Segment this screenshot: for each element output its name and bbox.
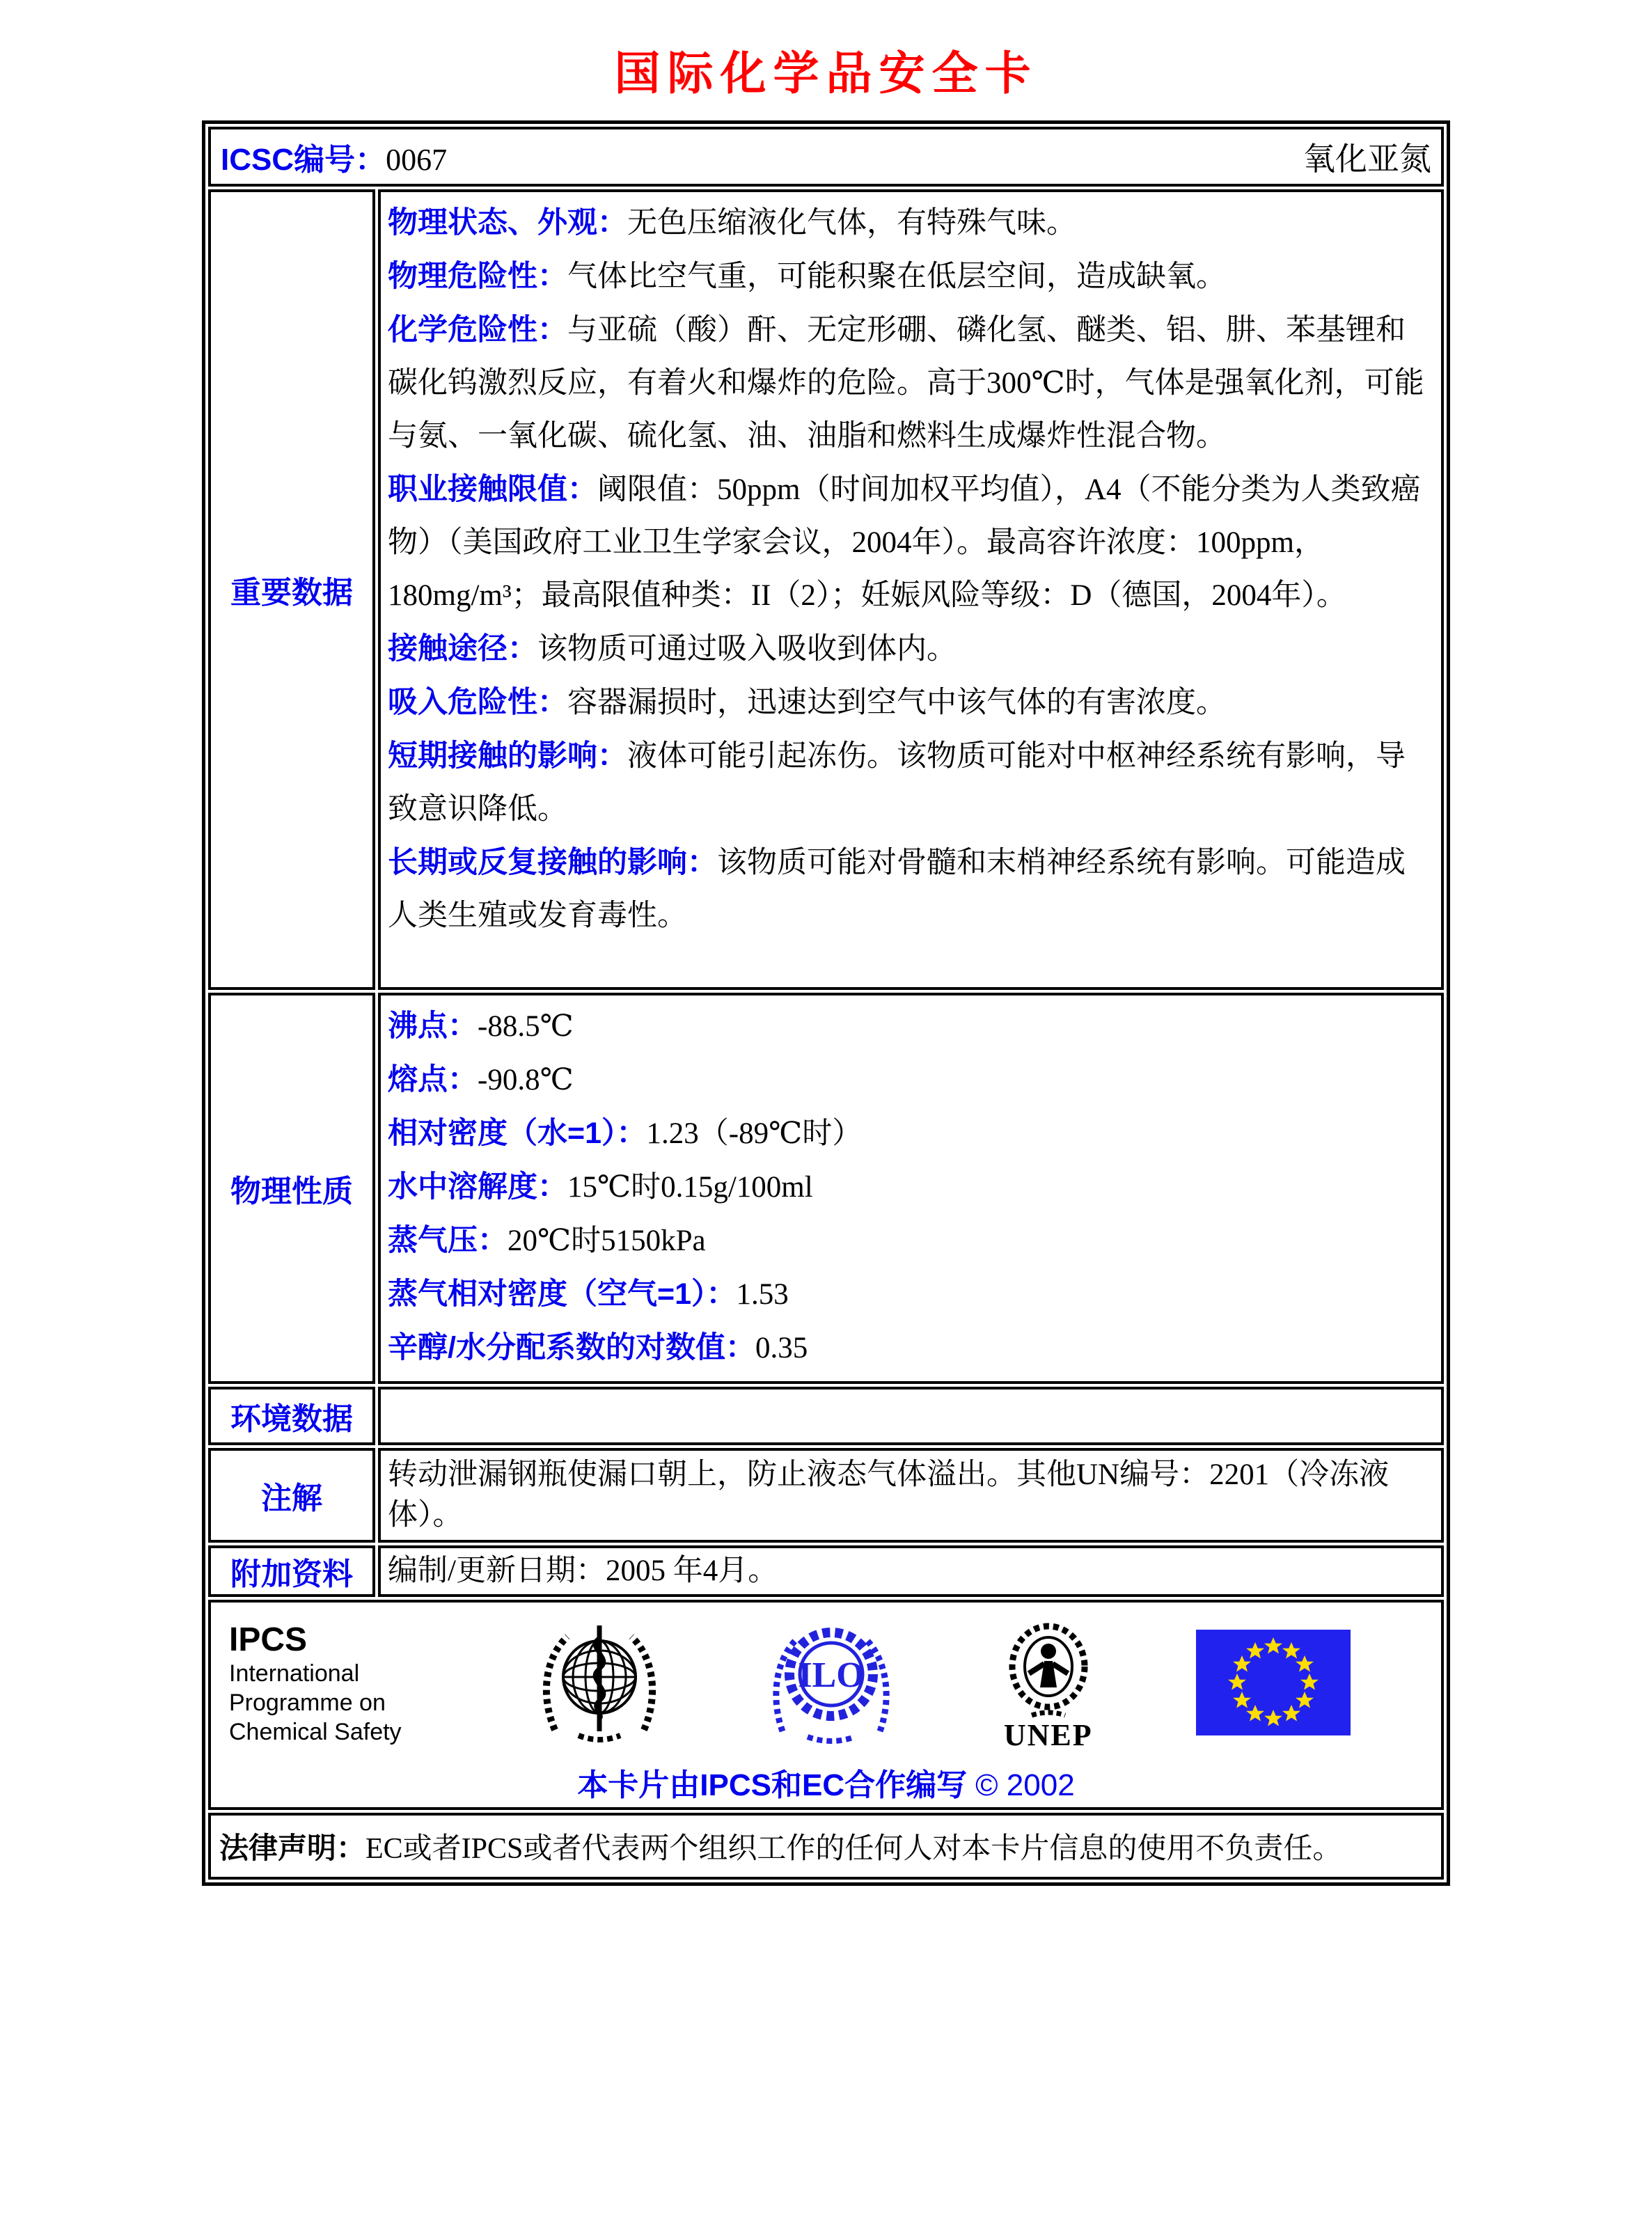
entry-text: 20℃时5150kPa (508, 1225, 706, 1257)
entry-label: 蒸气压： (388, 1224, 508, 1257)
physical-properties-content (378, 993, 1444, 1384)
legal-cell (208, 1813, 1444, 1880)
header-cell (208, 127, 1444, 187)
logos-row (208, 1600, 1444, 1810)
additional-info-content: 编制/更新日期：2005 年4月。 (378, 1545, 1444, 1597)
entry-text: 容器漏损时，迅速达到空气中该气体的有害浓度。 (567, 686, 1226, 719)
important-data-row (208, 189, 1444, 990)
unep-icon (993, 1618, 1104, 1726)
unep-caption: UNEP (1003, 1717, 1093, 1752)
entry (388, 1000, 1431, 1053)
entry (388, 1160, 1431, 1214)
chemical-name: 氧化亚氮 (1303, 141, 1431, 177)
legal-row (208, 1813, 1444, 1880)
entry-text: 无色压缩液化气体，有特殊气味。 (627, 207, 1076, 239)
physical-properties-row (208, 993, 1444, 1384)
section-label-environmental-data: 环境数据 (208, 1387, 375, 1445)
entry-label: 短期接触的影响： (388, 739, 627, 773)
entry-label: 职业接触限值： (388, 473, 597, 506)
icsc-number-label: ICSC编号： (221, 143, 386, 177)
ipcs-line: Programme on (229, 1690, 386, 1716)
entry-label: 接触途径： (388, 632, 537, 666)
entry-text: 0.35 (755, 1332, 808, 1364)
entry (388, 676, 1431, 730)
copyright-line (218, 1760, 1434, 1804)
entry-text: 该物质可通过吸入吸收到体内。 (537, 633, 957, 666)
entry (388, 1214, 1431, 1268)
unep-logo-block (993, 1618, 1104, 1751)
environmental-data-content (378, 1387, 1444, 1445)
entry-text: 1.23（-89℃时） (646, 1117, 863, 1150)
eu-flag-icon (1196, 1630, 1351, 1739)
entry-text: -90.8℃ (478, 1064, 574, 1096)
section-label-important-data: 重要数据 (208, 189, 375, 990)
ipcs-text-block (229, 1621, 438, 1747)
entry-label: 辛醇/水分配系数的对数值： (388, 1331, 755, 1364)
ilo-icon (762, 1613, 901, 1756)
entry (388, 1107, 1431, 1160)
entry (388, 622, 1431, 676)
notes-content: 转动泄漏钢瓶使漏口朝上，防止液态气体溢出。其他UN编号：2201（冷冻液体）。 (378, 1448, 1444, 1543)
entry (388, 1268, 1431, 1321)
environmental-data-row (208, 1387, 1444, 1445)
entry (388, 463, 1431, 622)
entry (388, 1321, 1431, 1375)
additional-info-row (208, 1545, 1444, 1597)
section-label-physical-properties: 物理性质 (208, 993, 375, 1384)
section-label-additional-info: 附加资料 (208, 1545, 375, 1597)
entry-text: 1.53 (736, 1278, 789, 1311)
entry-text: 15℃时0.15g/100ml (567, 1171, 813, 1204)
entry (388, 196, 1431, 250)
copyright-year: © 2002 (975, 1768, 1075, 1802)
header-row (208, 127, 1444, 187)
entry-label: 相对密度（水=1）： (388, 1117, 647, 1150)
entry-label: 吸入危险性： (388, 686, 567, 719)
icsc-number-group (221, 134, 447, 179)
entry-label: 物理状态、外观： (388, 206, 627, 239)
ipcs-line: Chemical Safety (229, 1719, 402, 1745)
entry-text: 该物质可能对骨髓和末梢神经系统有影响。可能造成人类生殖或发育毒性。 (388, 847, 1406, 932)
who-icon (530, 1613, 669, 1756)
entry-text: 气体比空气重，可能积聚在低层空间，造成缺氧。 (567, 260, 1226, 293)
entry-text: 液体可能引起冻伤。该物质可能对中枢神经系统有影响，导致意识降低。 (388, 740, 1406, 826)
logos-cell (208, 1600, 1444, 1810)
entry-label: 沸点： (388, 1009, 478, 1043)
entry (388, 304, 1431, 463)
ilo-letters: ILO (797, 1655, 865, 1695)
section-label-notes: 注解 (208, 1448, 375, 1543)
entry (388, 730, 1431, 836)
ipcs-line: International (229, 1660, 360, 1687)
entry (388, 1053, 1431, 1107)
ipcs-acronym: IPCS (229, 1621, 308, 1658)
copyright-text: 本卡片由IPCS和EC合作编写 (577, 1768, 968, 1802)
legal-label: 法律声明： (219, 1832, 366, 1864)
entry-label: 熔点： (388, 1063, 478, 1096)
icsc-number-value: 0067 (386, 143, 448, 177)
entry-label: 长期或反复接触的影响： (388, 846, 717, 879)
entry (388, 836, 1431, 943)
entry-text: 阈限值：50ppm（时间加权平均值），A4（不能分类为人类致癌物）（美国政府工业卫生学家会议，2004年）。最高容许浓度：100ppm，180mg/m³；最高限值种类：II（2）；妊娠风险等级：D（德国，2004年）。 (388, 473, 1421, 612)
entry-text: 与亚硫（酸）酐、无定形硼、磷化氢、醚类、铝、肼、苯基锂和碳化钨激烈反应，有着火和爆炸的危险。高于300℃时，气体是强氧化剂，可能与氨、一氧化碳、硫化氢、油、油脂和燃料生成爆炸性混合物。 (388, 314, 1424, 452)
page-title: 国际化学品安全卡 (614, 49, 1038, 100)
entry-label: 物理危险性： (388, 260, 567, 293)
entry-label: 蒸气相对密度（空气=1）： (388, 1277, 737, 1311)
important-data-content (378, 189, 1444, 990)
entry (388, 250, 1431, 304)
legal-text: EC或者IPCS或者代表两个组织工作的任何人对本卡片信息的使用不负责任。 (365, 1833, 1342, 1865)
entry-label: 水中溶解度： (388, 1170, 567, 1204)
notes-row (208, 1448, 1444, 1543)
icsc-card-table (202, 120, 1450, 1886)
entry-label: 化学危险性： (388, 313, 567, 347)
entry-text: -88.5℃ (478, 1010, 574, 1043)
